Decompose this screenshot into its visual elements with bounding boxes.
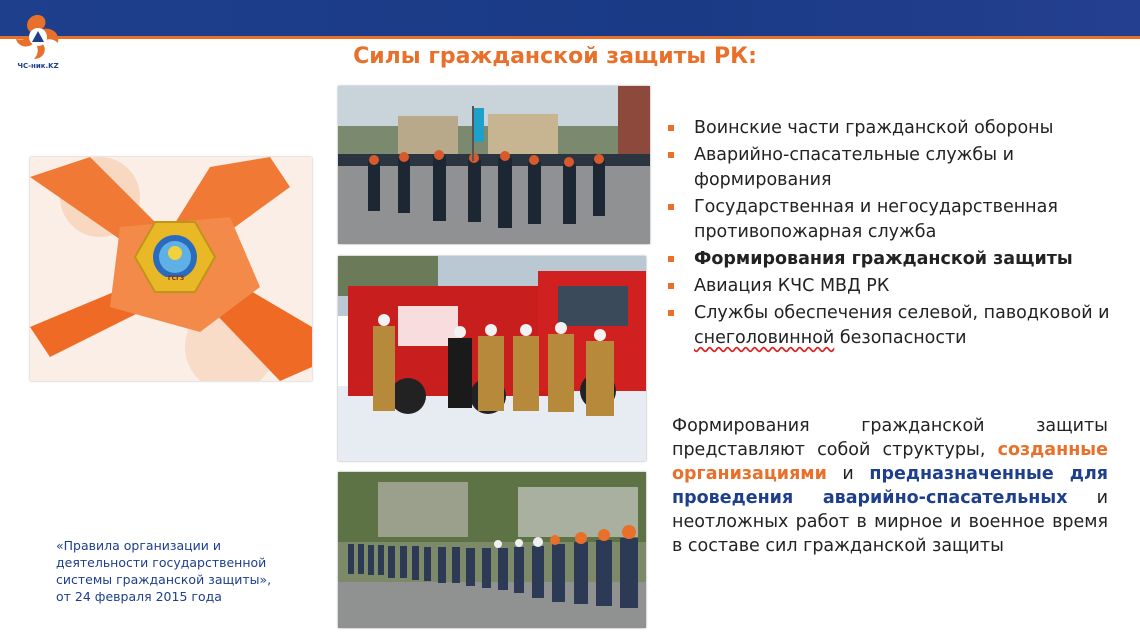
fire-trucks-photo [338, 256, 646, 461]
bullet-square-icon [668, 125, 674, 131]
list-item: Службы обеспечения селевой, паводковой и снеголовинной безопасности [666, 301, 1136, 351]
highlight-intended: предназначенные для проведения аварийно-спасательных [672, 464, 1108, 508]
list-item: Авиация КЧС МВД РК [666, 274, 1136, 299]
emblem-graphic [30, 157, 312, 381]
logo-caption: ЧС-ник.KZ [17, 62, 59, 70]
header-accent-line [0, 36, 1140, 39]
emblem-label: ГСГЗ [167, 275, 185, 282]
bullet-square-icon [668, 310, 674, 316]
list-item: Государственная и негосударственная противопожарная служба [666, 195, 1136, 245]
spellcheck-word: снеголовинной [694, 328, 835, 348]
header-bar [0, 0, 1140, 38]
emblem-panel [30, 157, 312, 381]
crowd-photo [338, 472, 646, 628]
bullet-square-icon [668, 204, 674, 210]
definition-text: Формирования гражданской защиты представляют собой структуры, созданные организациями и предназначенные для проведения аварийно-спасательных и неотложных работ в мирное и военное время в составе сил гражданской защиты [672, 416, 1108, 556]
list-item: Аварийно-спасательные службы и формирования [666, 143, 1136, 193]
forces-list [666, 116, 1136, 353]
bullet-square-icon [668, 283, 674, 289]
bullet-square-icon [668, 256, 674, 262]
source-citation: «Правила организации и деятельности государственной системы гражданской защиты», от 24 февраля 2015 года [56, 538, 272, 604]
list-item-highlighted: Формирования гражданской защиты [666, 247, 1136, 272]
list-item: Воинские части гражданской обороны [666, 116, 1136, 141]
parade-photo [338, 86, 650, 244]
highlight-created: созданные организациями [672, 440, 1108, 484]
bullet-square-icon [668, 152, 674, 158]
slide-title: Силы гражданской защиты РК: [353, 44, 757, 69]
